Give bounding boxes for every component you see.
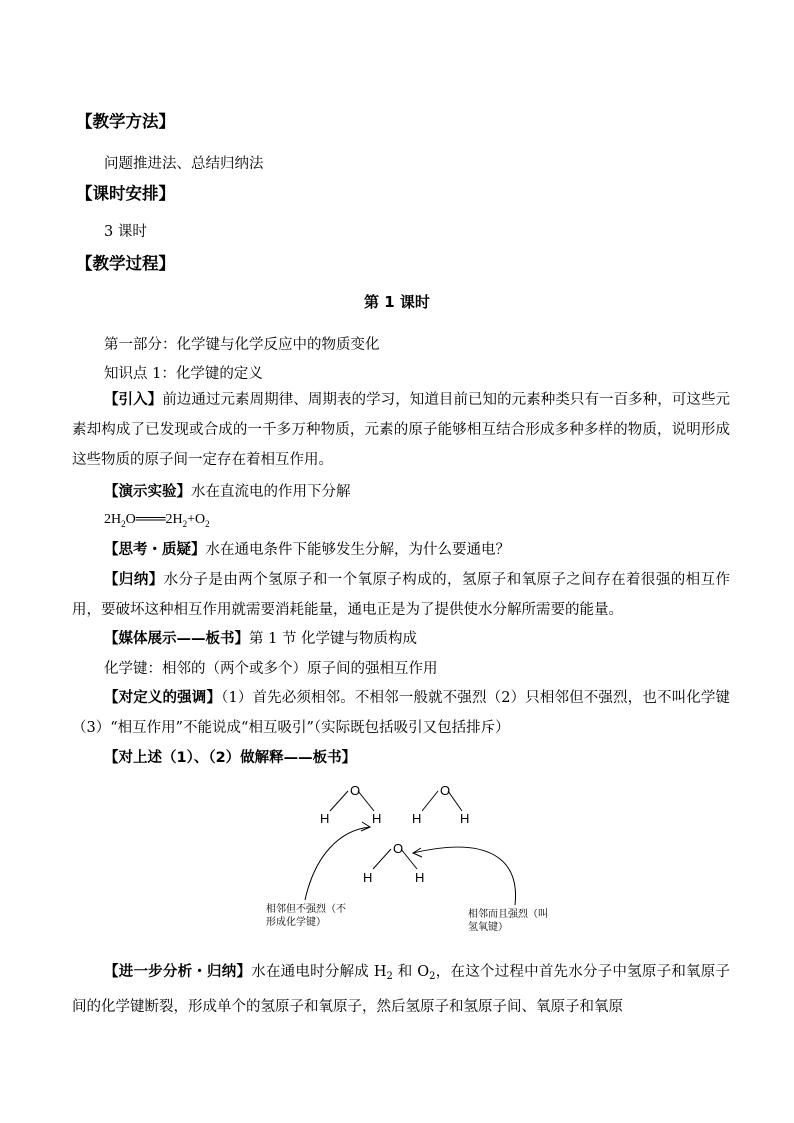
think-text: 水在通电条件下能够发生分解，为什么要通电？ (205, 542, 510, 558)
arrow-bonded (413, 847, 516, 905)
summary-label: 【归纳】 (104, 572, 164, 588)
definition-text: 化学键：相邻的（两个或多个）原子间的强相互作用 (104, 661, 438, 677)
process-heading: 【教学过程】 (76, 254, 175, 273)
molecule2-o: O (440, 783, 451, 798)
schedule-text: 3 课时 (104, 224, 147, 240)
media-paragraph (72, 624, 730, 654)
media-label: 【媒体展示——板书】 (104, 631, 249, 647)
water-decomposition-equation: $2H_2O═══2H_2+O_2$ (104, 512, 210, 529)
note-right-line2: 氢氧键） (468, 922, 508, 933)
molecule2-h-left: H (412, 811, 422, 826)
molecule3-h-left: H (363, 870, 373, 885)
think-paragraph (72, 535, 730, 565)
further-analysis-paragraph: 【进一步分析・归纳】水在通电时分解成 $H_2$ 和 $O_2$，在这个过程中首先水分子中氢原子和氧原子间的化学键断裂，形成单个的氢原子和氧原子，然后氢原子和氢原子间、氧原子和氧原 (72, 964, 730, 1015)
note-right-line1: 相邻而且强烈（叫 (468, 909, 548, 920)
teaching-method-heading: 【教学方法】 (76, 112, 175, 131)
part-one-text: 第一部分：化学键与化学反应中的物质变化 (104, 337, 380, 353)
molecule1-h-left: H (320, 811, 330, 826)
intro-label: 【引入】 (104, 392, 163, 408)
teaching-method-text: 问题推进法、总结归纳法 (104, 156, 264, 172)
lesson-title: 第 1 课时 (364, 293, 430, 311)
molecule3-h-right: H (415, 870, 425, 885)
media-text: 第 1 节 化学键与物质构成 (249, 631, 418, 647)
molecule1-o: O (350, 783, 361, 798)
knowledge-point-text: 知识点 1：化学键的定义 (104, 366, 263, 382)
intro-text: 前边通过元素周期律、周期表的学习，知道目前已知的元素种类只有一百多种，可这些元素却构成了已发现或合成的一千多万种物质，元素的原子能够相互结合形成多种多样的物质，说明形成这些物质的原子间一定存在着相互作用。 (72, 392, 731, 468)
summary-paragraph (72, 565, 730, 625)
demo-text: 水在直流电的作用下分解 (191, 484, 351, 500)
note-left-line1: 相邻但不强烈（不 (266, 904, 346, 915)
further-label: 【进一步分析・归纳】 (104, 964, 252, 980)
arrow-not-bonded (305, 827, 373, 900)
demo-paragraph (72, 477, 730, 507)
molecule1-h-right: H (372, 811, 382, 826)
demo-label: 【演示实验】 (104, 484, 191, 500)
emphasis-text: （1）首先必须相邻。不相邻一般就不强烈（2）只相邻但不强烈，也不叫化学键（3）“相互作用”不能说成“相互吸引”（实际既包括吸引又包括排斥） (72, 690, 730, 736)
note-left-line2: 形成化学键） (266, 917, 326, 928)
molecule2-h-right: H (460, 811, 470, 826)
water-molecule-diagram (250, 775, 550, 945)
schedule-heading: 【课时安排】 (76, 184, 175, 203)
intro-paragraph (72, 385, 730, 475)
explain-heading: 【对上述（1）、（2）做解释——板书】 (104, 750, 357, 766)
emphasis-paragraph (72, 683, 730, 743)
molecule3-o: O (393, 841, 404, 856)
think-label: 【思考・质疑】 (104, 542, 206, 558)
emphasis-label: 【对定义的强调】 (104, 690, 222, 706)
summary-text: 水分子是由两个氢原子和一个氧原子构成的，氢原子和氧原子之间存在着很强的相互作用，要破坏这种相互作用就需要消耗能量，通电正是为了提供使水分解所需要的能量。 (72, 572, 731, 618)
